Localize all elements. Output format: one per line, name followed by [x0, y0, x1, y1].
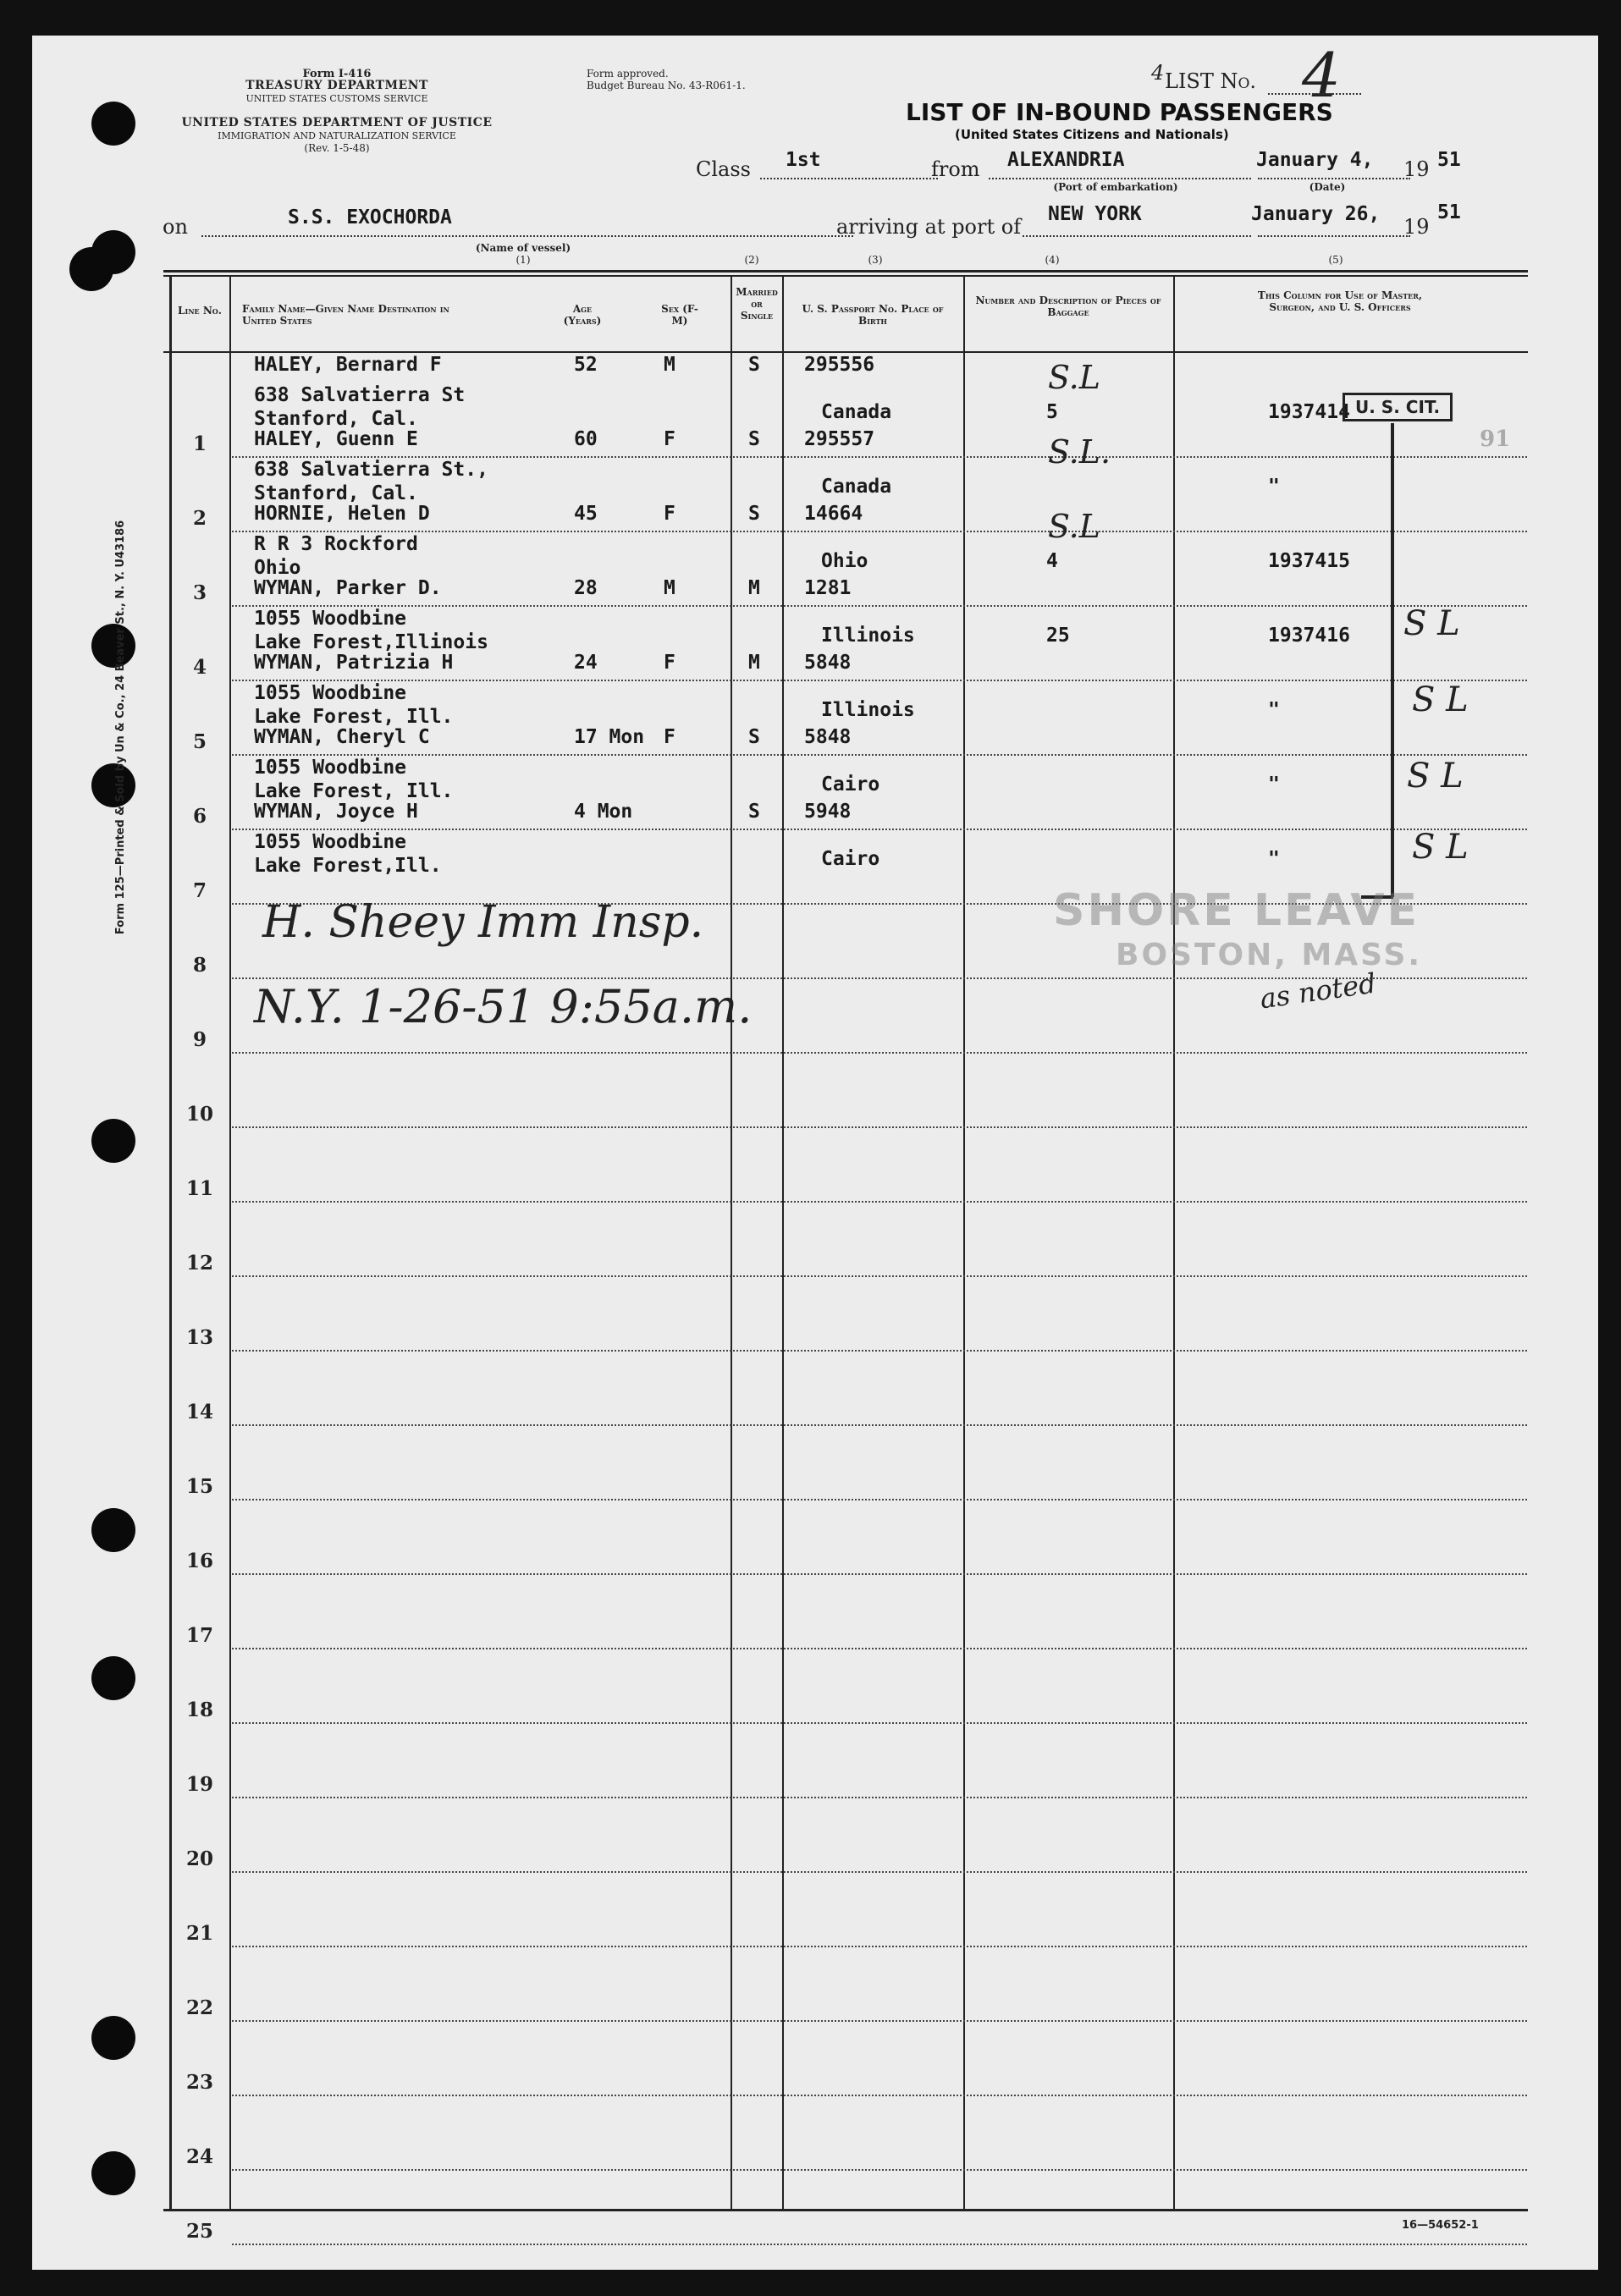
col2-caption: (2) — [744, 254, 759, 266]
passenger-age: 45 — [574, 503, 598, 525]
depart-year-prefix: 19 — [1403, 157, 1430, 181]
passenger-address: 638 Salvatierra St., — [254, 459, 488, 481]
place-of-birth: Cairo — [821, 774, 880, 796]
officer-number: " — [1268, 476, 1280, 498]
on-label: on — [163, 215, 188, 239]
port-embark-caption: (Port of embarkation) — [1053, 181, 1178, 193]
class-label: Class — [696, 157, 751, 181]
vessel-caption: (Name of vessel) — [475, 242, 571, 254]
sl-mark: S L — [1403, 604, 1460, 643]
passport-number: 295556 — [804, 354, 875, 376]
justice-dept: UNITED STATES DEPARTMENT OF JUSTICE — [181, 116, 493, 129]
punch-hole — [91, 1119, 135, 1163]
col1-caption: (1) — [516, 254, 531, 266]
passenger-city: Lake Forest,Ill. — [254, 855, 442, 877]
passenger-name: WYMAN, Joyce H — [254, 801, 418, 823]
row-divider — [232, 1424, 1527, 1426]
passenger-city: Lake Forest,Illinois — [254, 631, 488, 653]
footer-code: 16—54652-1 — [1402, 2219, 1479, 2232]
line-number: 9 — [192, 1028, 207, 1051]
officer-number: " — [1268, 774, 1280, 796]
passenger-marital: S — [748, 354, 760, 376]
arrival-year-prefix: 19 — [1403, 215, 1430, 239]
ins-service: IMMIGRATION AND NATURALIZATION SERVICE — [218, 130, 456, 141]
passenger-city: Lake Forest, Ill. — [254, 780, 454, 802]
line-number: 2 — [192, 507, 207, 530]
depart-year: 51 — [1437, 149, 1461, 171]
side-printer-text: Form 125—Printed & Sold by Un & Co., 24 Beaver St., N. Y. U43186 — [114, 520, 128, 935]
row-divider — [232, 680, 1527, 681]
passenger-address: 1055 Woodbine — [254, 682, 407, 704]
punch-hole — [91, 624, 135, 668]
list-no-label: LIST No. — [1165, 69, 1257, 93]
passenger-sex: F — [664, 428, 675, 450]
col-header-line-no: Line No. — [178, 305, 222, 317]
col-header-baggage: Number and Description of Pieces of Baggage — [975, 295, 1161, 318]
row-divider — [232, 1350, 1527, 1352]
passenger-address: 1055 Woodbine — [254, 608, 407, 630]
baggage-note: S.L — [1048, 359, 1100, 396]
passenger-name: WYMAN, Parker D. — [254, 577, 442, 599]
col-header-age: Age (Years) — [563, 303, 602, 327]
passenger-address: 638 Salvatierra St — [254, 384, 466, 406]
customs-service: UNITED STATES CUSTOMS SERVICE — [245, 93, 428, 104]
row-divider — [232, 605, 1527, 607]
revision: (Rev. 1-5-48) — [304, 142, 370, 154]
line-number: 18 — [185, 1699, 213, 1721]
passenger-age: 17 Mon — [574, 726, 645, 748]
passenger-city: Stanford, Cal. — [254, 482, 418, 504]
officer-number: " — [1268, 848, 1280, 870]
baggage-count: 4 — [1046, 550, 1058, 572]
line-number: 3 — [192, 581, 207, 604]
punch-hole — [91, 102, 135, 146]
row-divider — [232, 1052, 1527, 1054]
sl-mark: S L — [1412, 828, 1469, 867]
line-number: 17 — [185, 1624, 213, 1647]
line-number: 13 — [185, 1326, 213, 1349]
passenger-name: WYMAN, Cheryl C — [254, 726, 430, 748]
manifest-page — [32, 36, 1598, 2270]
row-divider — [232, 1722, 1527, 1724]
passenger-sex: F — [664, 726, 675, 748]
place-of-birth: Canada — [821, 476, 892, 498]
line-number: 24 — [185, 2145, 213, 2168]
row-divider — [232, 2169, 1527, 2171]
passenger-name: WYMAN, Patrizia H — [254, 652, 454, 674]
punch-hole — [91, 2016, 135, 2060]
punch-hole — [91, 763, 135, 807]
passenger-age: 60 — [574, 428, 598, 450]
row-divider — [232, 829, 1527, 830]
place-of-birth: Canada — [821, 401, 892, 423]
passenger-age: 52 — [574, 354, 598, 376]
punch-hole — [91, 1656, 135, 1700]
passport-number: 295557 — [804, 428, 875, 450]
us-cit-stamp: U. S. CIT. — [1343, 393, 1453, 421]
inspector-signature: H. Sheey Imm Insp. — [262, 897, 704, 948]
col5-caption: (5) — [1328, 254, 1343, 266]
passenger-marital: S — [748, 503, 760, 525]
list-no-value: 4 — [1302, 40, 1341, 111]
list-no-small: 4 — [1151, 61, 1165, 85]
passenger-marital: M — [748, 577, 760, 599]
from-label: from — [931, 157, 980, 181]
row-divider — [232, 1946, 1527, 1947]
passenger-marital: S — [748, 726, 760, 748]
passenger-marital: S — [748, 801, 760, 823]
col4-caption: (4) — [1045, 254, 1060, 266]
passport-number: 14664 — [804, 503, 863, 525]
line-number: 1 — [192, 432, 207, 455]
row-divider — [232, 1275, 1527, 1277]
arrival-date: January 26, — [1251, 203, 1381, 225]
passport-number: 1281 — [804, 577, 852, 599]
officer-number: 1937416 — [1268, 625, 1350, 647]
passenger-age: 24 — [574, 652, 598, 674]
line-number: 23 — [185, 2071, 213, 2094]
passenger-sex: M — [664, 354, 675, 376]
line-number: 7 — [192, 879, 207, 902]
officer-number: " — [1268, 699, 1280, 721]
row-divider — [232, 2020, 1527, 2022]
baggage-note: S.L — [1048, 508, 1100, 545]
budget-bureau: Budget Bureau No. 43-R061-1. — [587, 80, 746, 91]
col-header-officers: This Column for Use of Master, Surgeon, and U. S. Officers — [1257, 289, 1423, 313]
arriving-label: arriving at port of — [836, 215, 1022, 239]
sl-mark: S L — [1412, 680, 1469, 719]
row-divider — [232, 1797, 1527, 1798]
row-divider — [232, 1648, 1527, 1649]
passenger-marital: S — [748, 428, 760, 450]
passenger-name: HALEY, Bernard F — [254, 354, 442, 376]
treasury-dept: TREASURY DEPARTMENT — [245, 79, 428, 92]
shore-leave-location: BOSTON, MASS. — [1116, 938, 1423, 972]
shore-leave-stamp: SHORE LEAVE — [1053, 885, 1420, 936]
line-number: 20 — [185, 1847, 213, 1870]
as-noted: as noted — [1258, 966, 1378, 1016]
form-title: LIST OF IN-BOUND PASSENGERS — [906, 98, 1333, 126]
row-divider — [232, 1499, 1527, 1500]
form-subtitle: (United States Citizens and Nationals) — [955, 127, 1229, 142]
from-port: ALEXANDRIA — [1007, 149, 1125, 171]
row-divider — [232, 2095, 1527, 2096]
passenger-sex: F — [664, 503, 675, 525]
line-number: 22 — [185, 1996, 213, 2019]
passenger-address: 1055 Woodbine — [254, 757, 407, 779]
punch-hole — [69, 247, 113, 291]
officer-number: 1937414 — [1268, 401, 1350, 423]
form-number: Form I-416 — [302, 68, 372, 80]
passenger-city: Lake Forest, Ill. — [254, 706, 454, 728]
line-number: 8 — [192, 954, 207, 977]
line-number: 16 — [185, 1550, 213, 1572]
passenger-name: HALEY, Guenn E — [254, 428, 418, 450]
passenger-marital: M — [748, 652, 760, 674]
row-divider — [232, 531, 1527, 532]
col-header-passport: U. S. Passport No. Place of Birth — [802, 303, 944, 327]
inspection-timestamp: N.Y. 1-26-51 9:55a.m. — [254, 980, 753, 1033]
vessel-name: S.S. EXOCHORDA — [288, 206, 452, 228]
passenger-address: 1055 Woodbine — [254, 831, 407, 853]
line-number: 11 — [185, 1177, 213, 1200]
line-number: 15 — [185, 1475, 213, 1498]
col3-caption: (3) — [868, 254, 883, 266]
row-divider — [232, 1201, 1527, 1203]
row-divider — [232, 1126, 1527, 1128]
punch-hole — [91, 1508, 135, 1552]
baggage-count: 25 — [1046, 625, 1070, 647]
passenger-sex: M — [664, 577, 675, 599]
passenger-address: R R 3 Rockford — [254, 533, 418, 555]
passenger-sex: F — [664, 652, 675, 674]
date-caption: (Date) — [1309, 181, 1346, 193]
col-header-sex: Sex (F-M) — [661, 303, 698, 327]
row-divider — [232, 456, 1527, 458]
class-value: 1st — [786, 149, 821, 171]
line-number: 10 — [185, 1103, 213, 1126]
line-number: 4 — [192, 656, 207, 679]
row-divider — [232, 2244, 1527, 2245]
line-number: 5 — [192, 730, 207, 753]
place-of-birth: Ohio — [821, 550, 868, 572]
form-approved: Form approved. — [587, 68, 669, 80]
line-number: 25 — [185, 2220, 213, 2243]
row-divider — [232, 1573, 1527, 1575]
punch-hole — [91, 2151, 135, 2195]
row-divider — [232, 754, 1527, 756]
passenger-city: Ohio — [254, 557, 301, 579]
passport-number: 5848 — [804, 726, 852, 748]
passenger-age: 28 — [574, 577, 598, 599]
sl-mark: S L — [1407, 757, 1464, 796]
row-divider — [232, 1871, 1527, 1873]
baggage-note: S.L. — [1048, 433, 1111, 471]
passenger-age: 4 Mon — [574, 801, 633, 823]
arrival-year: 51 — [1437, 201, 1461, 223]
margin-number: 91 — [1480, 427, 1511, 452]
baggage-count: 5 — [1046, 401, 1058, 423]
line-number: 21 — [185, 1922, 213, 1945]
officer-number: 1937415 — [1268, 550, 1350, 572]
col-header-married: Married or Single — [736, 286, 778, 322]
line-number: 6 — [192, 805, 207, 828]
bracket-line — [1391, 423, 1394, 897]
passport-number: 5848 — [804, 652, 852, 674]
line-number: 19 — [185, 1773, 213, 1796]
depart-date: January 4, — [1256, 149, 1374, 171]
passenger-city: Stanford, Cal. — [254, 408, 418, 430]
place-of-birth: Illinois — [821, 699, 915, 721]
place-of-birth: Illinois — [821, 625, 915, 647]
line-number: 12 — [185, 1252, 213, 1275]
passport-number: 5948 — [804, 801, 852, 823]
line-number: 14 — [185, 1401, 213, 1423]
col-header-name: Family Name—Given Name Destination in United States — [242, 303, 449, 327]
arrival-port: NEW YORK — [1048, 203, 1142, 225]
passenger-name: HORNIE, Helen D — [254, 503, 430, 525]
place-of-birth: Cairo — [821, 848, 880, 870]
